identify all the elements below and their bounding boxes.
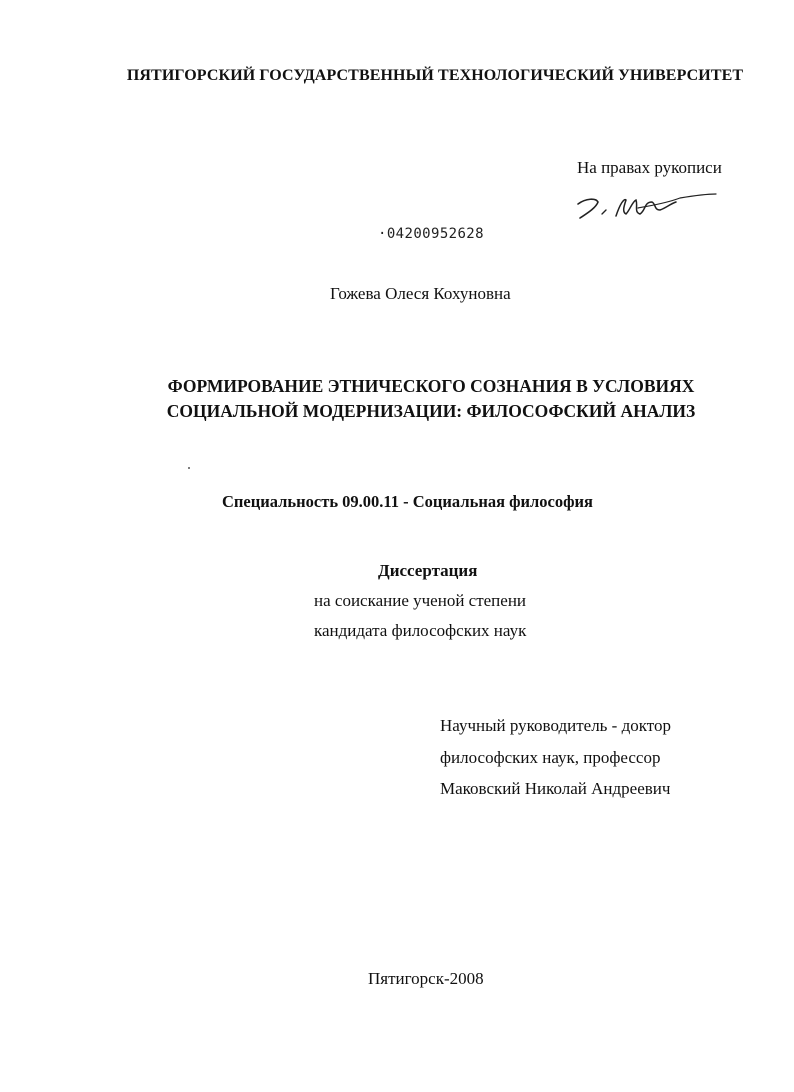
degree-line-1: на соискание ученой степени (314, 591, 527, 610)
dissertation-label: Диссертация (378, 561, 478, 580)
place-and-year: Пятигорск-2008 (368, 969, 484, 988)
stamp-mark: · (378, 226, 387, 242)
inventory-number: 04200952628 (386, 226, 484, 242)
degree-line-2: кандидата философских наук (314, 621, 527, 640)
supervisor-line-2: философских наук, профессор (440, 748, 661, 767)
speciality-line: Специальность 09.00.11 - Социальная философия (222, 492, 593, 511)
author-name: Гожева Олеся Кохуновна (330, 284, 511, 303)
manuscript-note: На правах рукописи (577, 158, 722, 177)
university-name: ПЯТИГОРСКИЙ ГОСУДАРСТВЕННЫЙ ТЕХНОЛОГИЧЕСКИЙ УНИВЕРСИТЕТ (126, 67, 744, 84)
inventory-number-stamp (378, 226, 484, 242)
title-line-2: СОЦИАЛЬНОЙ МОДЕРНИЗАЦИИ: ФИЛОСОФСКИЙ АНАЛИЗ (166, 401, 696, 421)
dissertation-title (0, 374, 794, 424)
supervisor-name: Маковский Николай Андреевич (440, 779, 671, 798)
supervisor-line-1: Научный руководитель - доктор (440, 716, 671, 735)
handwritten-signature (572, 188, 722, 228)
scan-speck (188, 467, 190, 469)
title-line-1: ФОРМИРОВАНИЕ ЭТНИЧЕСКОГО СОЗНАНИЯ В УСЛОВИЯХ (167, 376, 695, 396)
